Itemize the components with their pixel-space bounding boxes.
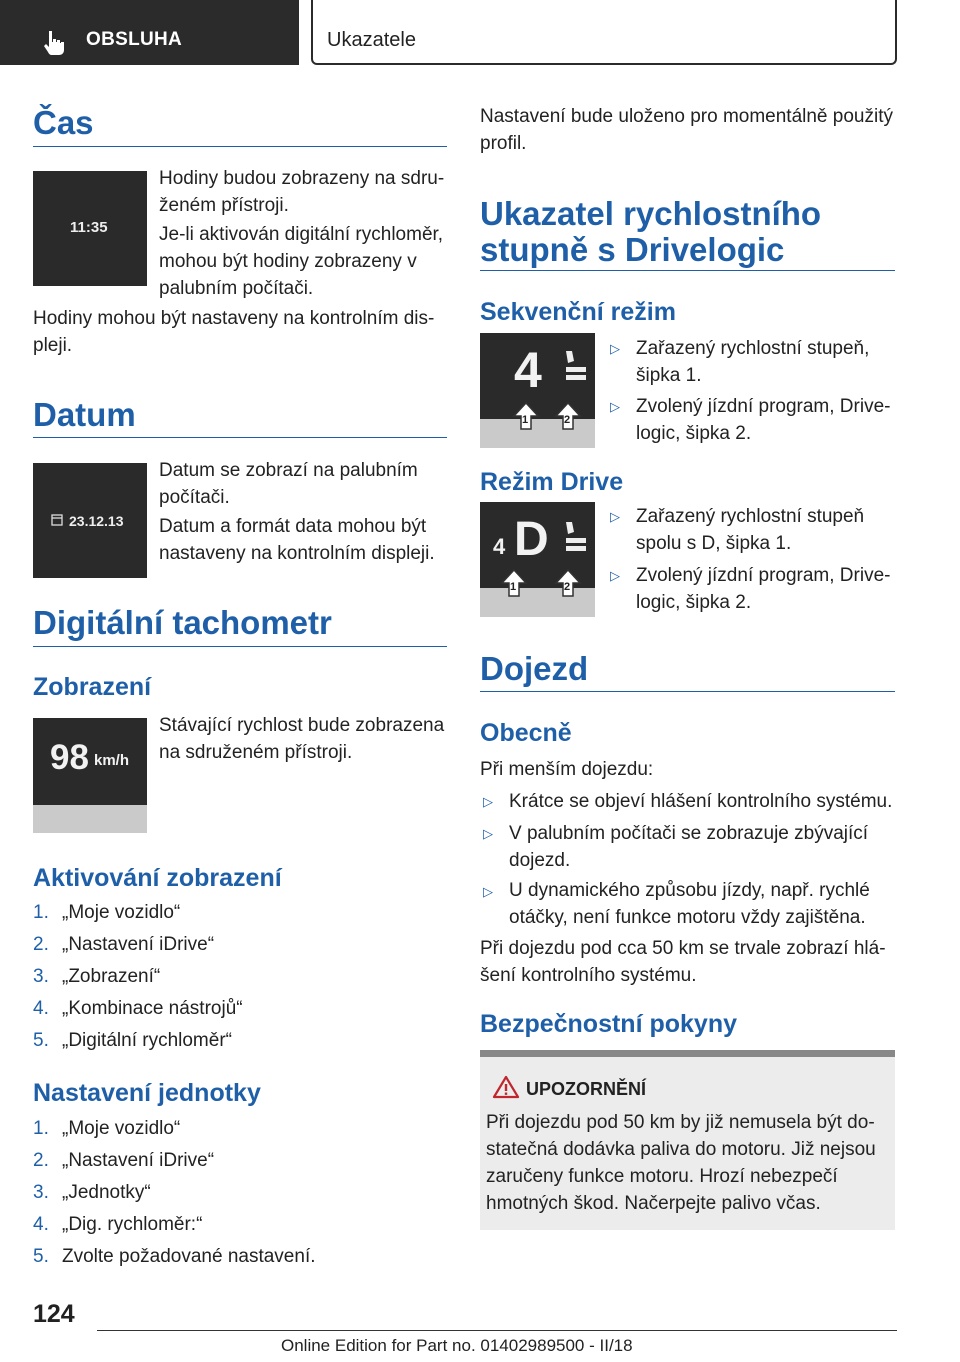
- drivelogic-icon: [562, 520, 588, 556]
- hand-pointer-icon: [40, 28, 68, 56]
- drive-mode-letter: D: [514, 513, 549, 566]
- chapter-header: [311, 0, 897, 65]
- speed-readout: 98: [50, 738, 89, 777]
- dojezd-paragraph-1: Při menším dojezdu:: [480, 759, 654, 780]
- datum-paragraph-2: Datum a formát data mohou být nastaveny na kontrolním displeji.: [159, 516, 435, 564]
- drivelogic-icon: [562, 349, 588, 385]
- list-number: 3.: [33, 1182, 49, 1203]
- page-number: 124: [33, 1300, 75, 1328]
- list-item: „Zobrazení“: [62, 966, 161, 987]
- bullet-triangle-icon: ▷: [610, 509, 620, 524]
- list-item: „Moje vozidlo“: [62, 902, 181, 923]
- heading-cas: Čas: [33, 104, 94, 141]
- section-tab: [0, 0, 299, 65]
- cas-paragraph-1: Hodiny budou zobrazeny na sdruženém přístroji.: [159, 168, 445, 216]
- list-number: 1.: [33, 902, 49, 923]
- bullet-triangle-icon: ▷: [610, 399, 620, 414]
- arrow-1-label: 1: [522, 414, 529, 426]
- dojezd-bullet-2: V palubním počítači se zobrazuje zbývající dojezd.: [509, 823, 869, 871]
- list-number: 2.: [33, 1150, 49, 1171]
- list-item: „Kombinace nástrojů“: [62, 998, 243, 1019]
- list-number: 2.: [33, 934, 49, 955]
- drive-bullet-2: Zvolený jízdní program, Drivelogic, šipka 2.: [636, 565, 891, 613]
- dojezd-paragraph-2: Při dojezdu pod cca 50 km se trvale zobrazí hlášení kontrolního systému.: [480, 938, 886, 986]
- dojezd-bullet-1: Krátce se objeví hlášení kontrolního systému.: [509, 791, 893, 812]
- subheading-sekvencni: Sekvenční režim: [480, 298, 676, 326]
- calendar-icon: [51, 513, 63, 526]
- subheading-jednotky: Nastavení jednotky: [33, 1079, 261, 1107]
- list-item: „Moje vozidlo“: [62, 1118, 181, 1139]
- date-readout: 23.12.13: [69, 513, 124, 529]
- subheading-drive: Režim Drive: [480, 468, 624, 496]
- bullet-triangle-icon: ▷: [610, 568, 620, 583]
- list-number: 4.: [33, 1214, 49, 1235]
- warning-box: [480, 1050, 895, 1230]
- list-item: „Nastavení iDrive“: [62, 1150, 215, 1171]
- list-number: 3.: [33, 966, 49, 987]
- arrow-1-label: 1: [510, 581, 517, 593]
- list-item: Zvolte požadované nastavení.: [62, 1246, 316, 1267]
- dojezd-bullet-3: U dynamického způsobu jízdy, např. rychlé otáčky, není funkce motoru vždy zajištěna.: [509, 880, 870, 928]
- subheading-obecne: Obecně: [480, 719, 572, 747]
- profile-note: Nastavení bude uloženo pro momentálně použitý profil.: [480, 106, 893, 154]
- heading-rule: [33, 146, 447, 147]
- date-display-image: [33, 463, 147, 578]
- warning-title: UPOZORNĚNÍ: [526, 1079, 647, 1099]
- gear-number: 4: [493, 534, 506, 559]
- section-label: OBSLUHA: [86, 29, 183, 50]
- gauge-bar: [33, 805, 147, 833]
- speed-unit: km/h: [94, 752, 130, 769]
- seq-bullet-1: Zařazený rychlostní stupeň, šipka 1.: [636, 338, 870, 386]
- datum-paragraph-1: Datum se zobrazí na palubním počítači.: [159, 460, 418, 508]
- heading-drivelogic-line1: Ukazatel rychlostního: [480, 195, 822, 232]
- tacho-paragraph-1: Stávající rychlost bude zobrazena na sdruženém přístroji.: [159, 715, 445, 763]
- arrow-2-label: 2: [564, 581, 571, 593]
- heading-rule: [33, 437, 447, 438]
- list-number: 4.: [33, 998, 49, 1019]
- subheading-zobrazeni: Zobrazení: [33, 673, 152, 701]
- subheading-aktivovani: Aktivování zobrazení: [33, 864, 282, 892]
- list-item: „Digitální rychloměr“: [62, 1030, 232, 1051]
- list-item: „Jednotky“: [62, 1182, 151, 1203]
- cas-paragraph-2: Je-li aktivován digitální rychloměr, mohou být hodiny zobrazeny v palubním počítači.: [159, 224, 444, 299]
- drive-mode-image: [480, 502, 595, 617]
- footer-rule: [97, 1330, 897, 1331]
- subheading-bezpecnost: Bezpečnostní pokyny: [480, 1010, 737, 1038]
- heading-tachometr: Digitální tachometr: [33, 604, 332, 641]
- drive-bullet-1: Zařazený rychlostní stupeň spolu s D, šipka 1.: [636, 506, 865, 554]
- bullet-triangle-icon: ▷: [483, 884, 493, 899]
- clock-readout: 11:35: [70, 219, 108, 236]
- heading-drivelogic-line2: stupně s Drivelogic: [480, 231, 785, 268]
- heading-rule: [480, 691, 895, 692]
- heading-datum: Datum: [33, 396, 136, 433]
- sequential-gear-image: [480, 333, 595, 448]
- arrow-2-label: 2: [564, 414, 571, 426]
- list-item: „Nastavení iDrive“: [62, 934, 215, 955]
- list-item: „Dig. rychloměr:“: [62, 1214, 203, 1235]
- seq-bullet-2: Zvolený jízdní program, Drivelogic, šipka 2.: [636, 396, 891, 444]
- gear-number: 4: [514, 342, 542, 398]
- list-number: 1.: [33, 1118, 49, 1139]
- heading-rule: [33, 646, 447, 647]
- cas-paragraph-3: Hodiny mohou být nastaveny na kontrolním displeji.: [33, 308, 435, 356]
- bullet-triangle-icon: ▷: [610, 341, 620, 356]
- list-number: 5.: [33, 1246, 49, 1267]
- edition-note: Online Edition for Part no. 01402989500 - II/18: [281, 1336, 633, 1355]
- heading-rule: [480, 270, 895, 271]
- heading-dojezd: Dojezd: [480, 650, 589, 687]
- bullet-triangle-icon: ▷: [483, 826, 493, 841]
- bullet-triangle-icon: ▷: [483, 794, 493, 809]
- list-number: 5.: [33, 1030, 49, 1051]
- speed-display-image: [33, 718, 147, 833]
- warning-triangle-icon: [492, 1075, 520, 1099]
- warning-text: Při dojezdu pod 50 km by již nemusela být dostatečná dodávka paliva do motoru. Již nejsou zaručeny funkce motoru. Hrozí nebezpečí hmotných škod. Načerpejte palivo včas.: [486, 1112, 876, 1214]
- chapter-title: Ukazatele: [327, 29, 416, 51]
- clock-display-image: [33, 171, 147, 286]
